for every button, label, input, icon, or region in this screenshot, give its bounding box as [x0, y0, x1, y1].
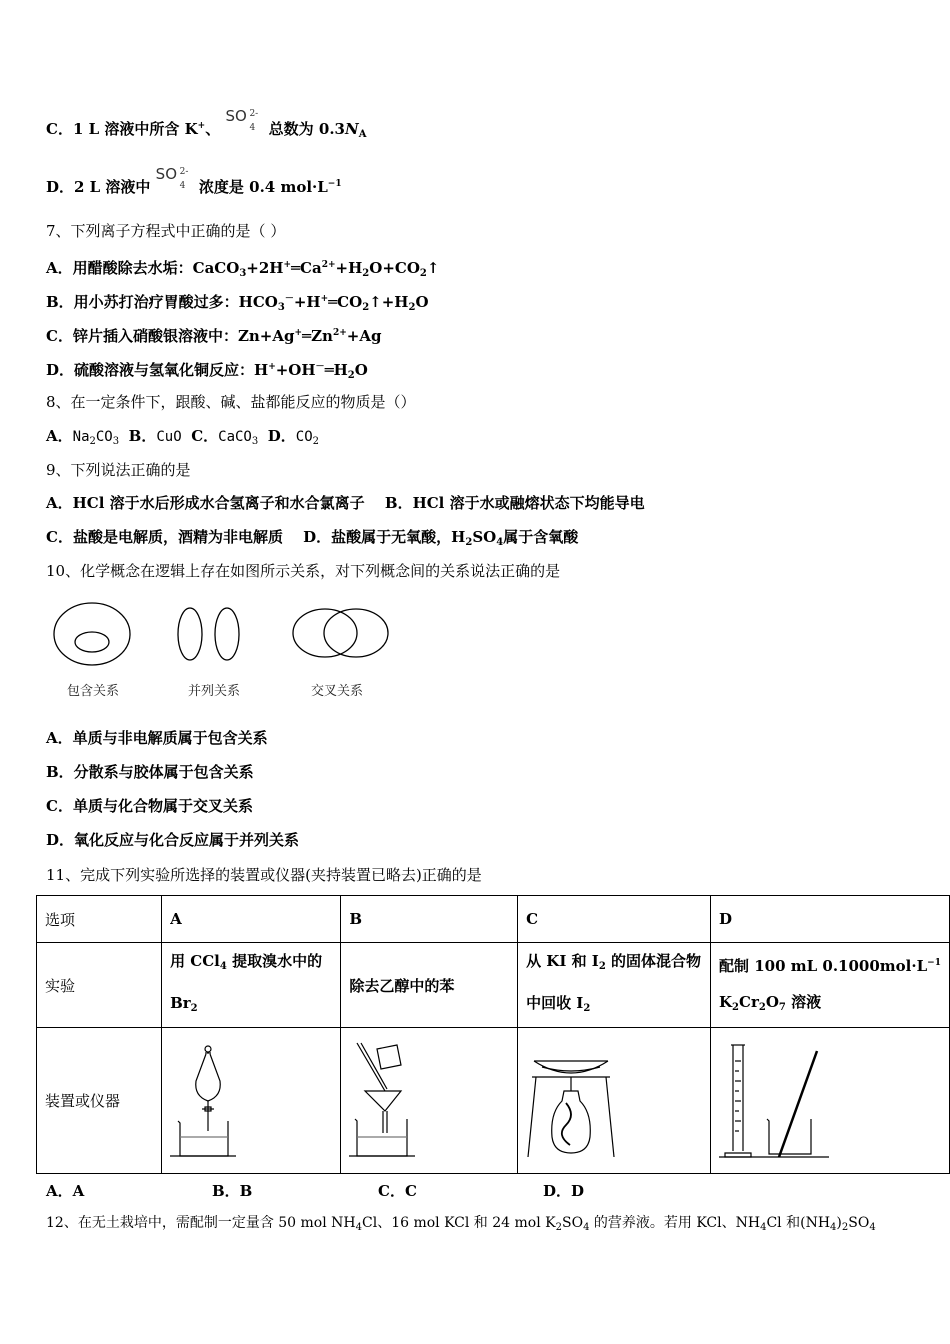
q10-option-d: D．氧化反应与化合反应属于并列关系	[46, 831, 300, 849]
q9-options-ab: A．HCl 溶于水后形成水合氢离子和水合氯离子 B．HCl 溶于水或融熔状态下均能导电	[46, 494, 645, 512]
q10-option-b: B．分散系与胶体属于包含关系	[46, 763, 254, 781]
experiment-c: 从 KI 和 $I_2$ 的固体混合物 中回收 $I_2$	[518, 943, 711, 1028]
q9-stem: 9、下列说法正确的是	[46, 461, 191, 479]
filtration-funnel-icon	[349, 1041, 429, 1161]
q7-option-d: D．硫酸溶液与氢氧化铜反应：$H^++OH^-═H_2O$	[46, 361, 368, 381]
table-row	[37, 943, 950, 1028]
table-row	[37, 896, 950, 943]
experiment-b: 除去乙醇中的苯	[341, 943, 518, 1028]
set-relation-diagram	[40, 596, 400, 676]
caption-inclusion: 包含关系	[67, 684, 120, 699]
apparatus-label: 装置或仪器	[37, 1028, 162, 1174]
q10-stem: 10、化学概念在逻辑上存在如图所示关系，对下列概念间的关系说法正确的是	[46, 562, 561, 580]
q9-options-cd: C．盐酸是电解质，酒精为非电解质 D．盐酸属于无氧酸，$H_2SO_4$属于含氧酸	[46, 528, 579, 548]
q12-stem: 12、在无土栽培中，需配制一定量含 50 mol $NH_4Cl$、16 mol KCl 和 24 mol $K_2SO_4$ 的营养液。若用 KCl、$NH_4Cl$ 和$(NH_4)_2SO_4$	[46, 1215, 876, 1233]
header-c: C	[518, 896, 711, 943]
q7-option-b: B．用小苏打治疗胃酸过多：$HCO_3^-+H^+═CO_2↑+H_2O$	[46, 293, 429, 313]
experiment-d: 配制 100 mL $0.1000mol\cdot L^{-1}$ $K_2Cr_2O_7$ 溶液	[711, 943, 950, 1028]
header-d: D	[711, 896, 950, 943]
q10-option-a: A．单质与非电解质属于包含关系	[46, 729, 268, 747]
graduated-cylinder-icon	[719, 1041, 829, 1161]
header-a: A	[162, 896, 341, 943]
q8-options: A．$Na_2CO_3$ B．CuO C．CaCO$_3$ D．$CO_2$	[46, 427, 320, 447]
q11-answer-a: A．A	[46, 1182, 85, 1200]
q6-option-d: D．2 L 溶液中 SO 2- 4 浓度是 0.4 $mol\cdot L^{-1}$	[46, 165, 342, 196]
q7-option-c: C．锌片插入硝酸银溶液中：$Zn+Ag^+═Zn^{2+}+Ag$	[46, 327, 382, 345]
intersection-diagram	[293, 609, 388, 657]
q7-option-a: A．用醋酸除去水垢：$CaCO_3+2H^+═Ca^{2+}+H_2O+CO_2↑$	[46, 259, 440, 279]
experiment-a: 用 CCl$_4$ 提取溴水中的 $Br_2$	[162, 943, 341, 1028]
inclusion-diagram	[54, 603, 130, 665]
sulfate-ion: SO 2- 4	[225, 107, 259, 133]
q11-answer-b: B．B	[212, 1182, 253, 1200]
q7-stem: 7、下列离子方程式中正确的是（ ）	[46, 222, 286, 240]
experiment-label: 实验	[37, 943, 162, 1028]
sublimation-setup-icon	[526, 1041, 616, 1161]
header-b: B	[341, 896, 518, 943]
q6-option-c: C．1 L 溶液中所含 K+、 SO 2- 4 总数为 $0.3N_A$	[46, 107, 367, 140]
q11-table	[36, 895, 950, 1174]
table-row	[37, 1028, 950, 1174]
header-label: 选项	[37, 896, 162, 943]
q10-option-c: C．单质与化合物属于交叉关系	[46, 797, 253, 815]
apparatus-a	[162, 1028, 341, 1174]
caption-parallel: 并列关系	[188, 684, 241, 699]
apparatus-d	[711, 1028, 950, 1174]
sulfate-ion: SO 2- 4	[155, 165, 189, 191]
q8-stem: 8、在一定条件下，跟酸、碱、盐都能反应的物质是（）	[46, 393, 416, 411]
caption-intersection: 交叉关系	[311, 684, 364, 699]
apparatus-b	[341, 1028, 518, 1174]
separatory-funnel-icon	[170, 1041, 250, 1161]
q11-answer-c: C．C	[378, 1182, 417, 1200]
q11-stem: 11、完成下列实验所选择的装置或仪器(夹持装置已略去)正确的是	[46, 866, 482, 884]
parallel-diagram	[178, 608, 239, 660]
q11-answer-d: D．D	[543, 1182, 585, 1200]
apparatus-c	[518, 1028, 711, 1174]
